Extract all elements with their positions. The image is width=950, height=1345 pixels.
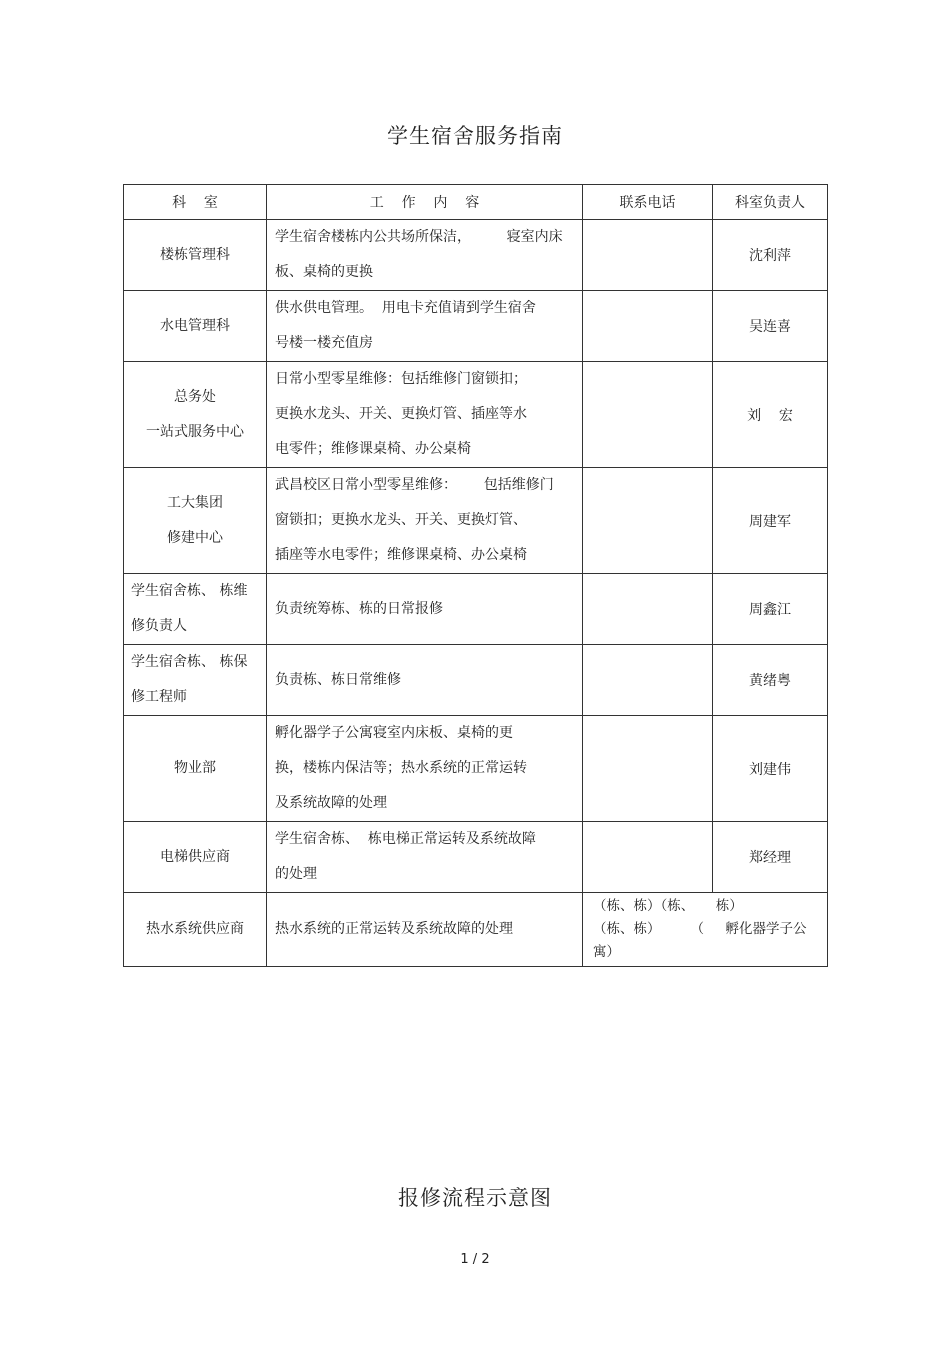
header-dept: 科 室 <box>124 185 267 220</box>
dept-line: 学生宿舍栋、 栋维 <box>131 583 248 599</box>
content-cell <box>267 716 583 822</box>
dept-line: 修工程师 <box>131 689 187 705</box>
phone-cell <box>583 468 713 574</box>
content-line: 学生宿舍栋、 栋电梯正常运转及系统故障 <box>275 831 536 847</box>
phone-line: （栋、栋）（栋、 栋） <box>593 898 743 914</box>
dept-line: 电梯供应商 <box>160 848 230 865</box>
head-cell: 周鑫江 <box>713 574 828 645</box>
phone-cell <box>583 574 713 645</box>
content-cell <box>267 893 583 967</box>
dept-cell <box>124 574 267 645</box>
head-cell: 郑经理 <box>713 822 828 893</box>
phone-cell <box>583 822 713 893</box>
head-cell: 刘建伟 <box>713 716 828 822</box>
phone-line: （栋、栋） （ 孵化器学子公 <box>593 921 807 937</box>
dept-line: 楼栋管理科 <box>160 246 230 263</box>
content-line: 学生宿舍楼栋内公共场所保洁， 寝室内床 <box>275 229 563 245</box>
header-content: 工 作 内 容 <box>267 185 583 220</box>
head-cell: 黄绪粤 <box>713 645 828 716</box>
table-row <box>124 574 828 645</box>
dept-cell <box>124 291 267 362</box>
page-title: 学生宿舍服务指南 <box>387 124 563 148</box>
dept-line: 学生宿舍栋、 栋保 <box>131 654 248 670</box>
page-number: 1 / 2 <box>460 1252 490 1267</box>
dept-cell <box>124 468 267 574</box>
dept-line: 修负责人 <box>131 618 187 634</box>
dept-cell <box>124 822 267 893</box>
table-header-row <box>124 185 828 220</box>
phone-cell <box>583 716 713 822</box>
content-cell <box>267 468 583 574</box>
head-cell: 周建军 <box>713 468 828 574</box>
dept-line: 水电管理科 <box>160 317 230 334</box>
dept-line: 热水系统供应商 <box>146 921 244 937</box>
content-cell <box>267 822 583 893</box>
dept-line: 修建中心 <box>167 529 223 546</box>
content-line: 窗锁扣；更换水龙头、开关、更换灯管、 <box>275 512 527 528</box>
content-cell <box>267 362 583 468</box>
table-row <box>124 645 828 716</box>
content-line: 孵化器学子公寓寝室内床板、桌椅的更 <box>275 725 513 741</box>
content-cell <box>267 645 583 716</box>
content-line: 及系统故障的处理 <box>275 795 387 811</box>
head-cell: 沈利萍 <box>713 220 828 291</box>
dept-line: 总务处 <box>174 388 216 405</box>
content-line: 换，楼栋内保洁等；热水系统的正常运转 <box>275 760 527 776</box>
table-row <box>124 468 828 574</box>
phone-line: 寓） <box>593 944 620 960</box>
content-line: 热水系统的正常运转及系统故障的处理 <box>275 921 513 937</box>
dept-cell <box>124 716 267 822</box>
content-cell <box>267 291 583 362</box>
content-line: 电零件；维修课桌椅、办公桌椅 <box>275 441 471 457</box>
phone-cell <box>583 291 713 362</box>
dept-cell <box>124 893 267 967</box>
content-line: 负责统筹栋、栋的日常报修 <box>275 600 443 617</box>
phone-cell <box>583 362 713 468</box>
content-line: 日常小型零星维修：包括维修门窗锁扣； <box>275 371 527 387</box>
header-phone: 联系电话 <box>583 185 713 220</box>
service-table <box>123 184 828 967</box>
head-cell: 刘 宏 <box>713 362 828 468</box>
content-line: 武昌校区日常小型零星维修： 包括维修门 <box>275 477 554 493</box>
dept-cell <box>124 220 267 291</box>
head-cell: 吴连喜 <box>713 291 828 362</box>
table-row <box>124 220 828 291</box>
table-row <box>124 291 828 362</box>
phone-cell <box>583 893 828 967</box>
phone-cell <box>583 220 713 291</box>
content-cell <box>267 574 583 645</box>
dept-cell <box>124 645 267 716</box>
dept-line: 工大集团 <box>167 494 223 511</box>
table-row <box>124 893 828 967</box>
table-row <box>124 716 828 822</box>
table-row <box>124 822 828 893</box>
table-row <box>124 362 828 468</box>
content-line: 的处理 <box>275 866 317 882</box>
content-line: 插座等水电零件；维修课桌椅、办公桌椅 <box>275 547 527 563</box>
flow-chart-title: 报修流程示意图 <box>398 1186 552 1210</box>
content-line: 更换水龙头、开关、更换灯管、插座等水 <box>275 406 527 422</box>
content-line: 号楼一楼充值房 <box>275 335 373 351</box>
content-line: 板、桌椅的更换 <box>275 264 373 280</box>
dept-line: 一站式服务中心 <box>146 423 244 440</box>
content-line: 供水供电管理。 用电卡充值请到学生宿舍 <box>275 300 536 316</box>
dept-cell <box>124 362 267 468</box>
content-line: 负责栋、栋日常维修 <box>275 671 401 688</box>
header-head: 科室负责人 <box>713 185 828 220</box>
phone-cell <box>583 645 713 716</box>
content-cell <box>267 220 583 291</box>
dept-line: 物业部 <box>174 760 216 776</box>
